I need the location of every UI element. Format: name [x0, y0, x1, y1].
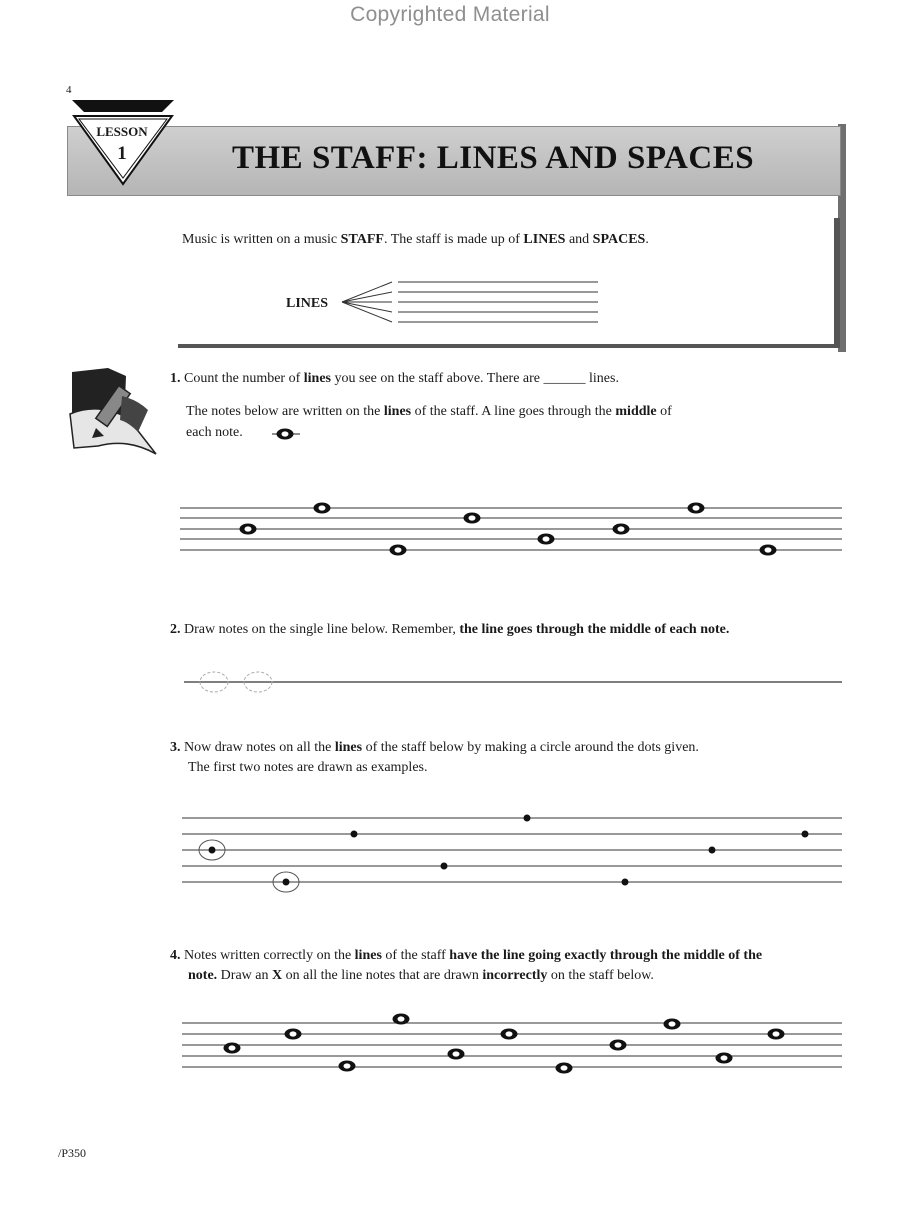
lesson-badge	[70, 98, 176, 186]
copyright-watermark: Copyrighted Material	[350, 3, 550, 26]
example-note-icon	[270, 426, 302, 442]
lesson-word: LESSON	[96, 124, 148, 139]
lesson-number: 1	[117, 143, 127, 164]
exercise-1-prompt: 1. Count the number of lines you see on the staff above. There are ______ lines.	[170, 371, 619, 386]
exercise-4-prompt-cont: note. Draw an X on all the line notes that are drawn incorrectly on the staff below.	[188, 968, 654, 983]
exercise-3-prompt-cont: The first two notes are drawn as examples.	[188, 760, 428, 775]
staff-exercise-1	[180, 500, 844, 560]
lines-label: LINES	[286, 296, 329, 311]
page-title: THE STAFF: LINES AND SPACES	[232, 140, 755, 176]
exercise-1-explanation-cont: each note.	[186, 425, 243, 440]
exercise-2-prompt: 2. Draw notes on the single line below. Remember, the line goes through the middle of each note.	[170, 622, 730, 637]
staff-exercise-4[interactable]	[182, 1010, 844, 1074]
page-number: 4	[66, 84, 72, 96]
intro-box-shadow	[834, 218, 840, 348]
exercise-4-prompt: 4. Notes written correctly on the lines of the staff have the line going exactly through the middle of the	[170, 948, 763, 963]
exercise-1-explanation: The notes below are written on the lines of the staff. A line goes through the middle of	[186, 404, 672, 419]
intro-text: Music is written on a music STAFF. The staff is made up of LINES and SPACES.	[182, 232, 649, 247]
staff-exercise-3[interactable]	[180, 812, 844, 892]
footer-code: /P350	[58, 1146, 87, 1160]
pencil-writing-icon	[68, 366, 160, 456]
intro-staff-diagram	[340, 278, 600, 328]
single-line-exercise[interactable]	[180, 670, 844, 694]
exercise-3-prompt: 3. Now draw notes on all the lines of the staff below by making a circle around the dots given.	[170, 740, 699, 755]
